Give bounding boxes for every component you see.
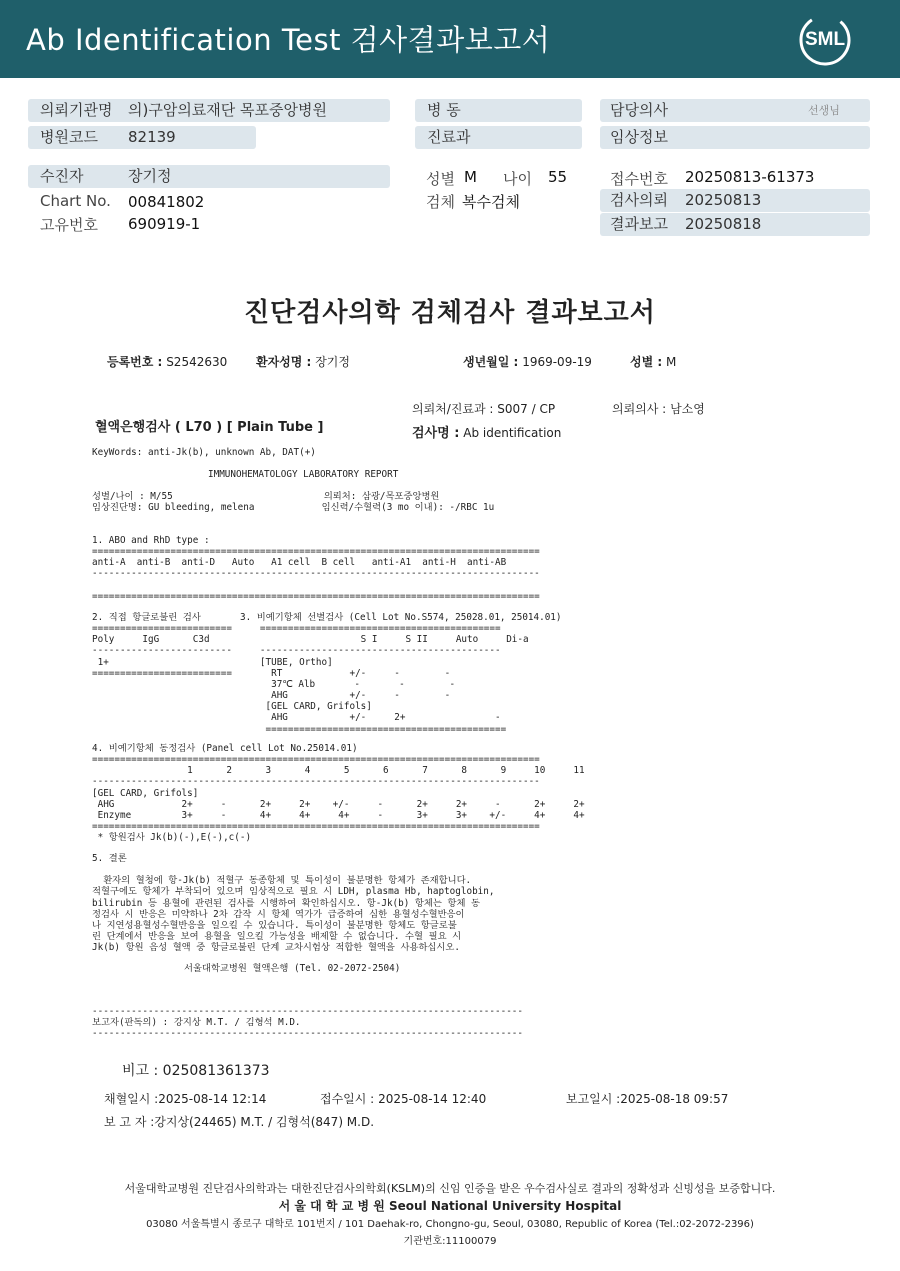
info-line: 성별/나이 : M/55 의뢰처: 삼광/목포중앙병원 (92, 491, 440, 502)
dat-screen-line: Poly IgG C3d S I S II Auto Di-a (92, 634, 529, 646)
req-doctor (612, 400, 705, 417)
hospital-code-label: 병원코드 (40, 128, 98, 146)
department-field (415, 126, 582, 149)
report-dt-value: 2025-08-18 09:57 (620, 1092, 729, 1106)
doctor-suffix: 선생님 (808, 104, 840, 117)
hospital-code-field (28, 126, 256, 149)
abo-line (92, 580, 540, 591)
page-title: Ab Identification Test 검사결과보고서 (26, 23, 551, 57)
test-name-value: Ab identification (463, 426, 562, 440)
ward-field (415, 99, 582, 122)
sml-logo (798, 13, 852, 67)
abo-line: anti-A anti-B anti-D Auto A1 cell B cell anti-A1 anti-H anti-AB (92, 557, 507, 569)
conclusion-line (92, 864, 494, 875)
report-time (566, 1090, 728, 1107)
referral-value: S007 / CP (497, 402, 556, 416)
report-title: 진단검사의학 검체검사 결과보고서 (244, 298, 656, 328)
reporter-line: ----------------------------------------------------------------------------- (92, 1028, 523, 1040)
patient-name (256, 353, 350, 370)
patient-name-value: 장기정 (315, 355, 350, 369)
reg-no (107, 353, 227, 370)
reporter-section (92, 1006, 523, 1039)
reg-no-value: S2542630 (166, 355, 228, 369)
dat-screen-line: 37℃ Alb - - - (92, 678, 456, 690)
remark-label: 비고 : (122, 1063, 159, 1079)
bloodbank-line: 서울대학교병원 혈액은행 (Tel. 02-2072-2504) (184, 963, 401, 974)
conclusion-line: bilirubin 등 용혈에 관련된 검사를 시행하여 확인하십시오. 항-Jk(b) 항체는 항체 동 (92, 897, 481, 909)
collect-value: 2025-08-14 12:14 (158, 1092, 267, 1106)
panel-line: [GEL CARD, Grifols] (92, 787, 199, 799)
specimen-label: 검체 (426, 193, 455, 211)
receipt-label: 접수일시 : (320, 1092, 375, 1106)
specimen-value: 복수검체 (462, 193, 520, 211)
sex-label: 성별 (426, 170, 455, 188)
remark (122, 1060, 270, 1080)
doctor-label: 담당의사 (610, 101, 668, 119)
keywords: KeyWords: anti-Jk(b), unknown Ab, DAT(+) (92, 447, 316, 458)
panel-line: * 항원검사 Jk(b)(-),E(-),c(-) (92, 832, 252, 844)
lab-report-title: IMMUNOHEMATOLOGY LABORATORY REPORT (208, 469, 399, 480)
req-doctor-value: 남소영 (670, 402, 705, 416)
panel-line: ================================================================================ (92, 821, 540, 833)
result-date-label: 결과보고 (610, 215, 668, 233)
collect-time (104, 1090, 266, 1107)
dat-screen-line: 1+ [TUBE, Ortho] (92, 656, 333, 668)
abo-line: ================================================================================ (92, 590, 540, 602)
dat-screen-line: ========================= RT +/- - - (92, 667, 451, 679)
unique-no-label: 고유번호 (40, 216, 98, 234)
clinical-info-label: 임상정보 (610, 128, 668, 146)
dat-screen-section (92, 612, 562, 735)
dat-screen-line: AHG +/- 2+ - (92, 712, 501, 724)
dat-screen-line: [GEL CARD, Grifols] (92, 701, 372, 713)
reporter-value: 강지상(24465) M.T. / 김형석(847) M.D. (154, 1115, 375, 1129)
chart-no-value: 00841802 (128, 193, 205, 211)
receipt-no-label: 접수번호 (610, 170, 668, 188)
result-date-value: 20250818 (685, 215, 762, 233)
institution-number: 기관번호:11100079 (403, 1236, 497, 1247)
conclusion-section (92, 853, 494, 953)
panel-section (92, 743, 585, 843)
dat-screen-line: =========================================== (92, 723, 507, 735)
conclusion-line: Jk(b) 항원 음성 혈액 중 항글로불린 단계 교차시험상 적합한 혈액을 사용하십시오. (92, 942, 460, 954)
dob-label: 생년월일 : (463, 355, 519, 369)
dat-screen-line: 2. 직접 항글로불린 검사 3. 비예기항체 선별검사 (Cell Lot No.S574, 25028.01, 25014.01) (92, 612, 562, 623)
reporter-line: ----------------------------------------------------------------------------- (92, 1006, 523, 1017)
chart-no-label: Chart No. (40, 192, 111, 210)
remark-value: 025081361373 (162, 1063, 270, 1079)
examinee-value: 장기정 (128, 167, 172, 185)
dob-value: 1969-09-19 (522, 355, 592, 369)
certification-line: 서울대학교병원 진단검사의학과는 대한진단검사의학회(KSLM)의 신임 인증을 받은 우수검사실로 결과의 정확성과 신빙성을 보증합니다. (124, 1182, 776, 1195)
abo-line: -------------------------------------------------------------------------------- (92, 568, 540, 580)
reporter (104, 1113, 374, 1130)
hospital-address: 03080 서울특별시 종로구 대학로 101번지 / 101 Daehak-ro, Chongno-gu, Seoul, 03080, Republic of Korea (Tel.:02-2072-2396) (146, 1219, 754, 1230)
patient-name-label: 환자성명 : (256, 355, 312, 369)
info-block (92, 491, 494, 513)
panel-line: ================================================================================ (92, 754, 540, 766)
panel-line: 1 2 3 4 5 6 7 8 9 10 11 (92, 765, 585, 777)
conclusion-line: 정검사 시 반응은 미약하나 2차 감작 시 항체 역가가 급증하여 심한 용혈성수혈반응이 (92, 908, 465, 920)
conclusion-line: 린 단계에서 반응을 보여 용혈을 일으킬 가능성을 배제할 수 없습니다. 수혈 필요 시 (92, 931, 462, 943)
department-label: 진료과 (427, 128, 471, 146)
test-name-label: 검사명 : (412, 426, 460, 441)
panel-line: -------------------------------------------------------------------------------- (92, 776, 540, 788)
reg-no-label: 등록번호 : (107, 355, 163, 369)
referral (412, 400, 555, 417)
conclusion-line: 5. 결론 (92, 853, 127, 864)
institution-field (28, 99, 390, 122)
report-dt-label: 보고일시 : (566, 1092, 621, 1106)
request-date-field (600, 189, 870, 212)
age-label: 나이 (503, 170, 532, 188)
referral-label: 의뢰처/진료과 : (412, 402, 494, 416)
ward-label: 병 동 (427, 101, 461, 119)
header-bar (0, 0, 900, 78)
examinee-field (28, 165, 390, 188)
panel-line: AHG 2+ - 2+ 2+ +/- - 2+ 2+ - 2+ 2+ (92, 798, 585, 810)
reporter-label: 보 고 자 : (104, 1115, 155, 1129)
panel-line: 4. 비예기항체 동정검사 (Panel cell Lot No.25014.01) (92, 743, 358, 754)
hospital-code-value: 82139 (128, 128, 176, 146)
conclusion-line: 적혈구에도 항체가 부착되어 있으며 임상적으로 필요 시 LDH, plasma Hb, haptoglobin, (92, 886, 495, 898)
unique-no-value: 690919-1 (128, 215, 201, 233)
result-date-field (600, 213, 870, 236)
receipt-time (320, 1090, 486, 1107)
logo-text: SML (804, 29, 846, 50)
dat-screen-line: AHG +/- - - (92, 690, 451, 702)
sex-value: M (464, 168, 477, 186)
report-sex-label: 성별 : (630, 355, 663, 369)
conclusion-line: 나 지연성용혈성수혈반응을 일으킬 수 있습니다. 특이성이 불분명한 항체도 항글로불 (92, 919, 457, 931)
req-doctor-label: 의뢰의사 : (612, 402, 667, 416)
reporter-line: 보고자(판독의) : 강지상 M.T. / 김형석 M.D. (92, 1017, 301, 1029)
abo-line: 1. ABO and RhD type : (92, 535, 210, 546)
institution-value: 의)구암의료재단 목포중앙병원 (128, 101, 327, 119)
report-sex-value: M (666, 355, 677, 369)
doctor-field (600, 99, 870, 122)
dat-screen-line: ------------------------- ------------------------------------------- (92, 645, 501, 657)
receipt-value: 2025-08-14 12:40 (378, 1092, 487, 1106)
request-date-value: 20250813 (685, 191, 762, 209)
test-name (412, 422, 561, 441)
examinee-label: 수진자 (40, 167, 84, 185)
clinical-info-field (600, 126, 870, 149)
report-sex (630, 353, 676, 370)
panel-line: Enzyme 3+ - 4+ 4+ 4+ - 3+ 3+ +/- 4+ 4+ (92, 809, 585, 821)
dob (463, 353, 592, 370)
abo-section (92, 535, 540, 602)
institution-label: 의뢰기관명 (40, 101, 113, 119)
dat-screen-line: ========================= =========================================== (92, 623, 501, 635)
age-value: 55 (548, 168, 568, 186)
conclusion-line: 환자의 혈청에 항-Jk(b) 적혈구 동종항체 및 특이성이 불분명한 항체가 존재합니다. (92, 875, 472, 887)
abo-line: ================================================================================ (92, 546, 540, 558)
info-line: 임상진단명: GU bleeding, melena 임신력/수혈력(3 mo 이내): -/RBC 1u (92, 502, 495, 514)
hospital-name: 서 울 대 학 교 병 원 Seoul National University Hospital (278, 1199, 622, 1213)
tube-title: 혈액은행검사 ( L70 ) [ Plain Tube ] (95, 420, 324, 435)
collect-label: 채혈일시 : (104, 1092, 159, 1106)
request-date-label: 검사의뢰 (610, 191, 668, 209)
receipt-no-value: 20250813-61373 (685, 168, 815, 186)
